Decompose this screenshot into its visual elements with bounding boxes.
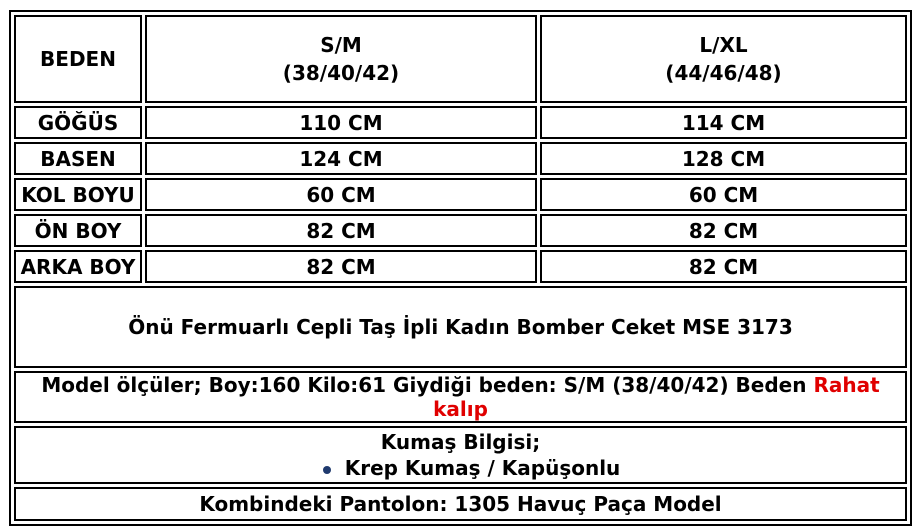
- header-lxl-size: L/XL: [699, 33, 748, 57]
- fit-highlight: Rahat kalıp: [433, 373, 880, 421]
- header-row: [14, 15, 907, 103]
- table-row: [14, 250, 907, 283]
- fabric-info-row: [14, 426, 907, 484]
- row-label: BASEN: [14, 142, 142, 175]
- header-sm-size: S/M: [320, 33, 362, 57]
- table-row: [14, 142, 907, 175]
- size-chart: [9, 10, 908, 526]
- row-label: ÖN BOY: [14, 214, 142, 247]
- header-lxl: [540, 15, 907, 103]
- row-label: GÖĞÜS: [14, 106, 142, 139]
- combination-row: [14, 487, 907, 521]
- table-row: [14, 214, 907, 247]
- row-lxl-value: 82 CM: [540, 250, 907, 283]
- model-info-row: [14, 371, 907, 423]
- table-row: [14, 106, 907, 139]
- row-label: ARKA BOY: [14, 250, 142, 283]
- product-title-row: [14, 286, 907, 368]
- row-sm-value: 124 CM: [145, 142, 537, 175]
- row-sm-value: 82 CM: [145, 250, 537, 283]
- fabric-heading: Kumaş Bilgisi;: [380, 430, 541, 454]
- row-label: KOL BOYU: [14, 178, 142, 211]
- size-table: [9, 10, 912, 526]
- table-row: [14, 178, 907, 211]
- header-sm: [145, 15, 537, 103]
- row-sm-value: 60 CM: [145, 178, 537, 211]
- fabric-info: [14, 426, 907, 484]
- model-info-text: Model ölçüler; Boy:160 Kilo:61 Giydiği beden: S/M (38/40/42) Beden: [41, 373, 807, 397]
- fabric-item-text: Krep Kumaş / Kapüşonlu: [344, 456, 621, 480]
- bullet-icon: [323, 466, 331, 474]
- model-info: [14, 371, 907, 423]
- row-lxl-value: 82 CM: [540, 214, 907, 247]
- row-lxl-value: 128 CM: [540, 142, 907, 175]
- fabric-list-item: [16, 455, 905, 481]
- header-lxl-range: (44/46/48): [665, 61, 782, 85]
- row-lxl-value: 114 CM: [540, 106, 907, 139]
- product-title: Önü Fermuarlı Cepli Taş İpli Kadın Bomber Ceket MSE 3173: [14, 286, 907, 368]
- header-beden: BEDEN: [14, 15, 142, 103]
- row-sm-value: 110 CM: [145, 106, 537, 139]
- row-sm-value: 82 CM: [145, 214, 537, 247]
- combination-info: Kombindeki Pantolon: 1305 Havuç Paça Model: [14, 487, 907, 521]
- row-lxl-value: 60 CM: [540, 178, 907, 211]
- header-sm-range: (38/40/42): [282, 61, 400, 85]
